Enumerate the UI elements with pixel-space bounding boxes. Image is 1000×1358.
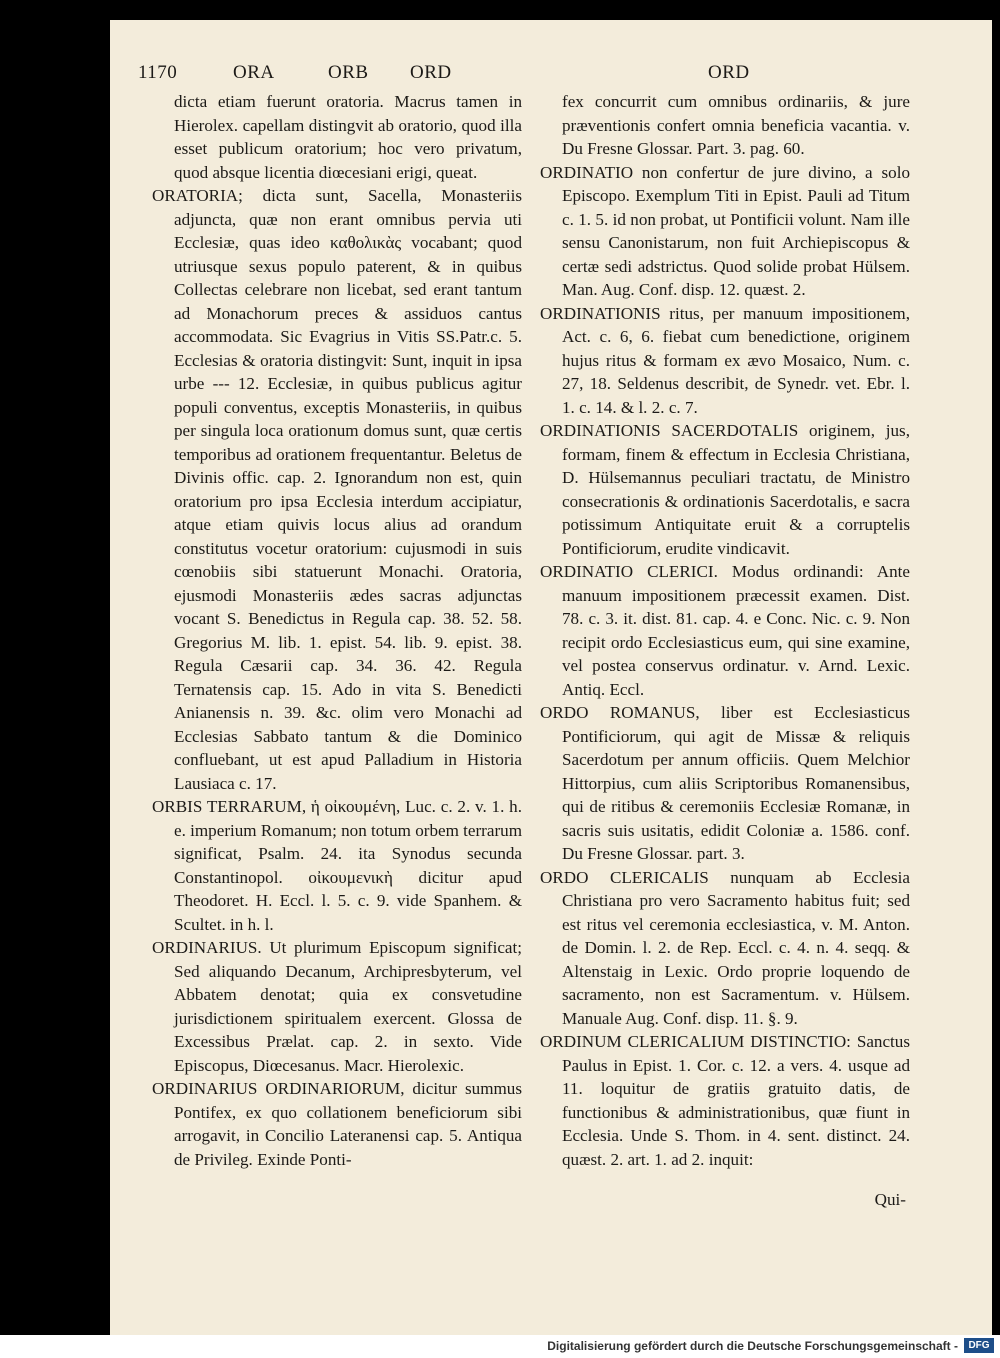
entry-text: dicta etiam fuerunt oratoria. Macrus tamen in Hierolex. capellam distingvit ab oratorio, quod illa esset publicum oratorium; hoc vero privatum, quod absque licentia diœcesiani erigi, queat. [174, 92, 522, 182]
dfg-logo: DFG [964, 1338, 994, 1353]
footer-credit: Digitalisierung gefördert durch die Deutsche Forschungsgemeinschaft - [547, 1339, 958, 1353]
entry-text: ORDO ROMANUS, liber est Ecclesiasticus Pontificiorum, qui agit de Missæ & reliquis Sacerdotum per annum officiis. Quem Melchior Hittorpius, cum aliis Scriptoribus Romanensibus, qui de ritibus & ceremoniis Ecclesiæ Romanæ, in sacris suis usitatis, edidit Coloniæ a. 1586. conf. Du Fresne Glossar. part. 3. [540, 703, 910, 863]
running-head-right: ORD [708, 62, 750, 83]
running-head-2: ORB [328, 62, 369, 83]
entry-text: ORATORIA; dicta sunt, Sacella, Monasteriis adjuncta, quæ non erant omnibus pervia uti Ecclesiæ, quas ideo καθολικὰς vocabant; quod utriusque sexus populo paterent, & in quibus Collectas celebrare non licebat, sed erant tantum ad Monachorum preces & assiduos cantus accommodata. Sic Evagrius in Vitis SS.Patr.c. 5. Ecclesias & oratoria distingvit: Sunt, inquit in ipsa urbe --- 12. Ecclesiæ, in quibus publicus agitur populi conventus, exceptis Monasteriis, in quibus per singula loca orationum domus sunt, quæ certis temporibus ad orationem frequentantur. Beletus de Divinis offic. cap. 2. Ignorandum non est, quin oratorium pro ipsa Ecclesia interdum accipiatur, atque etiam quivis locus alius ad orandum constitutus vocetur oratorium: cujusmodi in suis cœnobiis sibi statuerunt Monachi. Oratoria, ejusmodi Monasteriis ædes sacras adjunctas vocant S. Benedictus in Regula cap. 38. 52. 58. Gregorius M. lib. 1. epist. 54. lib. 9. epist. 38. Regula Cæsarii cap. 34. 36. 42. Regula Ternatensis cap. 15. Ado in vita S. Benedicti Anianensis n. 39. &c. olim vero Monachi ad Ecclesias Sabbato tantum & die Dominico confluebant, ut est apud Palladium in Historia Lausiaca c. 17. [152, 186, 522, 793]
running-head-1: ORA [233, 62, 275, 83]
entry-text: ORDINATIONIS SACERDOTALIS originem, jus, formam, finem & effectum in Ecclesia Christiana, D. Hülsemannus peculiari tractatu, de Ministro consecrationis & ordinationis Sacerdotalis, e sacra potissimum Antiquitate eruit & a corruptelis Pontificiorum, erudite vindicavit. [540, 421, 910, 558]
entry-text: fex concurrit cum omnibus ordinariis, & jure præventionis confert omnia beneficia vacantia. v. Du Fresne Glossar. Part. 3. pag. 60. [562, 92, 910, 158]
right-column [540, 90, 910, 1229]
page-number: 1170 [138, 62, 178, 83]
entry-text: ORDINATIO non confertur de jure divino, a solo Episcopo. Exemplum Titi in Epist. Pauli ad Titum c. 1. 5. id non probat, ut Pontificii volunt. Nam ille sensu Canonistarum, non fuit Archiepiscopus & certæ sedi adstrictus. Quod solide probat Hülsem. Man. Aug. Conf. disp. 12. quæst. 2. [540, 162, 910, 299]
running-header [138, 62, 758, 90]
entry-text: ORDO CLERICALIS nunquam ab Ecclesia Christiana pro vero Sacramento habitus fuit; sed est ritus vel ceremonia ecclesiastica, v. M. Anton. de Domin. l. 2. de Rep. Eccl. c. 4. n. 4. seqq. & Altenstaig in Lexic. Ordo proprie loquendo de sacramento, non est Sacramentum. v. Hülsem. Manuale Aug. Conf. disp. 11. §. 9. [540, 867, 910, 1028]
entry-text: ORDINUM CLERICALIUM DISTINCTIO: Sanctus Paulus in Epist. 1. Cor. c. 12. a vers. 4. usque ad 11. loquitur de gratiis gratuito datis, de functionibus & administrationibus, quæ fiunt in Ecclesia. Unde S. Thom. in 4. sent. distinct. 24. quæst. 2. art. 1. ad 2. inquit: [540, 1032, 910, 1169]
entry-text: ORDINARIUS ORDINARIORUM, dicitur summus Pontifex, ex quo collationem beneficiorum sibi arrogavit, in Concilio Lateranensi cap. 5. Antiqua de Privileg. Exinde Ponti- [152, 1079, 522, 1169]
entry-text: ORDINATIO CLERICI. Modus ordinandi: Ante manuum impositionem præcessit examen. Dist. 78. c. 3. it. dist. 81. cap. 4. e Conc. Nic. c. 9. Non recipit ordo Ecclesiasticus eum, qui sine examine, vel postea conservus ordinatur. v. Arnd. Lexic. Antiq. Eccl. [540, 562, 910, 699]
left-column [152, 90, 522, 1171]
running-head-3: ORD [410, 62, 452, 83]
entry-text: ORDINARIUS. Ut plurimum Episcopum significat; Sed aliquando Decanum, Archipresbyterum, vel Abbatem denotat; quia ex consvetudine jurisdictionem spiritualem exercent. Glossa de Excessibus Prælat. cap. 2. in sexto. Vide Episcopus, Diœcesanus. Macr. Hierolexic. [152, 938, 522, 1075]
entry-text: ORBIS TERRARUM, ἡ οἰκουμένη, Luc. c. 2. v. 1. h. e. imperium Romanum; non totum orbem terrarum significat, Psalm. 24. ita Synodus secunda Constantinopol. οἰκουμενικὴ dicitur apud Theodoret. H. Eccl. l. 5. c. 9. vide Spanhem. & Scultet. in h. l. [152, 797, 522, 934]
catchword: Qui- [874, 1190, 906, 1210]
entry-text: ORDINATIONIS ritus, per manuum impositionem, Act. c. 6, 6. fiebat cum benedictione, originem hujus ritus & formam ex ævo Mosaico, Num. c. 27, 18. Seldenus describit, de Synedr. vet. Ebr. l. 1. c. 14. & l. 2. c. 7. [540, 303, 910, 417]
